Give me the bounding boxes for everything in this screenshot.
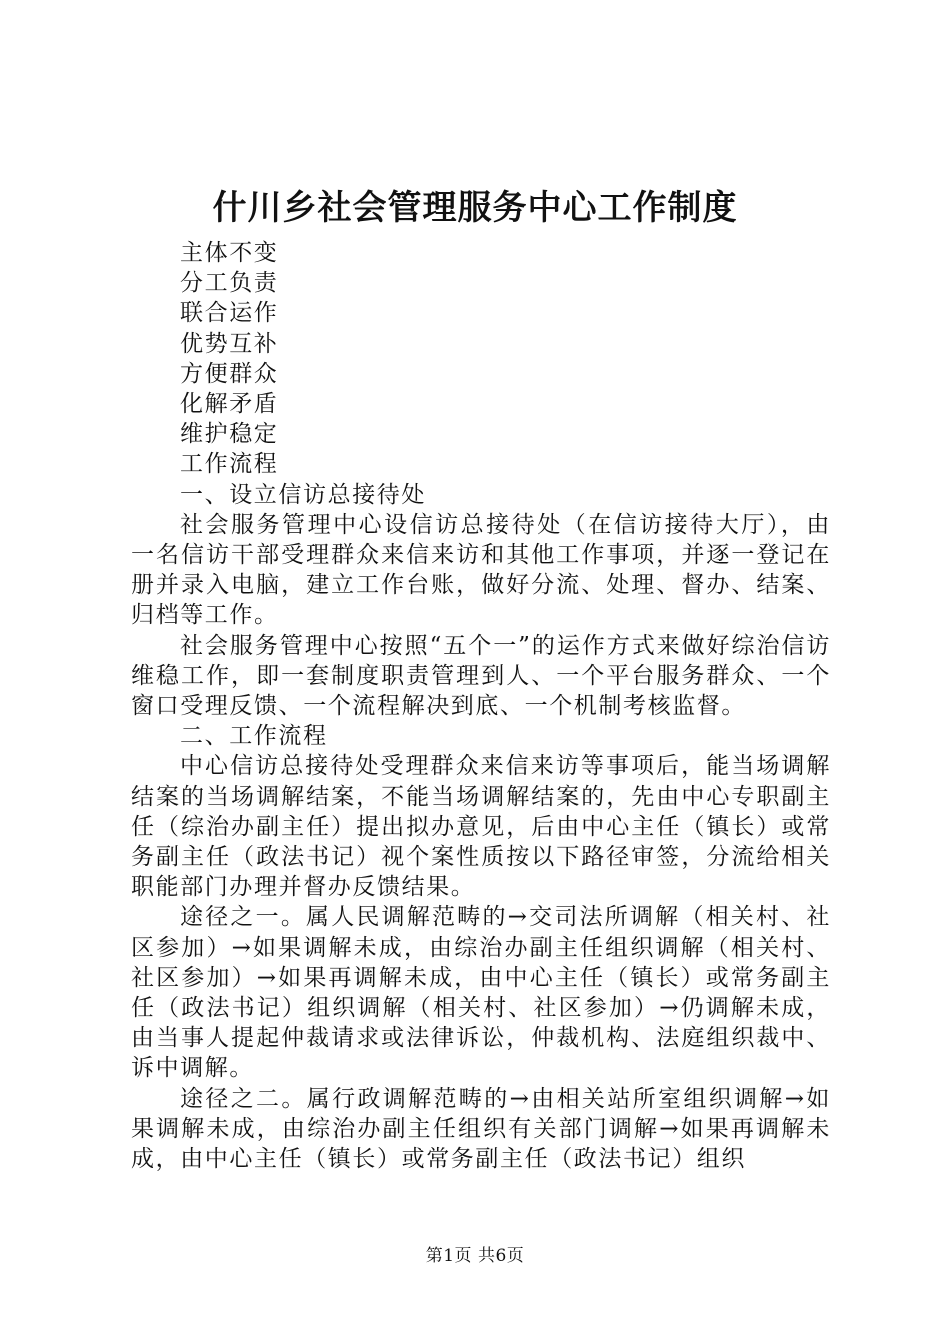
principle-item: 联合运作 — [180, 300, 279, 327]
page-footer: 第1页 共6页 — [425, 1246, 525, 1266]
paragraph: 中心信访总接待处受理群众来信来访等事项后，能当场调解结案的当场调解结案，不能当场调解结案的，先由中心专职副主任（综治办副主任）提出拟办意见，后由中心主任（镇长）或常务副主任（政法书记）视个案性质按以下路径审签，分流给相关职能部门办理并督办反馈结果。 — [131, 753, 831, 901]
principle-item: 工作流程 — [180, 451, 279, 478]
paragraph: 途径之一。属人民调解范畴的→交司法所调解（相关村、社区参加）→如果调解未成，由综治办副主任组织调解（相关村、社区参加）→如果再调解未成，由中心主任（镇长）或常务副主任（政法书记）组织调解（相关村、社区参加）→仍调解未成，由当事人提起仲裁请求或法律诉讼，仲裁机构、法庭组织裁中、诉中调解。 — [131, 904, 831, 1082]
document-body — [131, 238, 831, 1174]
section-heading: 一、设立信访总接待处 — [180, 481, 426, 508]
principle-item: 分工负责 — [180, 270, 279, 297]
paragraph: 途径之二。属行政调解范畴的→由相关站所室组织调解→如果调解未成，由综治办副主任组织有关部门调解→如果再调解未成，由中心主任（镇长）或常务副主任（政法书记）组织 — [131, 1085, 831, 1173]
principle-item: 维护稳定 — [180, 421, 279, 448]
principle-item: 方便群众 — [180, 360, 279, 387]
document-title: 什川乡社会管理服务中心工作制度 — [212, 188, 738, 228]
principle-item: 主体不变 — [180, 240, 279, 266]
principle-item: 优势互补 — [180, 330, 279, 357]
paragraph: 社会服务管理中心按照“五个一”的运作方式来做好综治信访维稳工作，即一套制度职责管理到人、一个平台服务群众、一个窗口受理反馈、一个流程解决到底、一个机制考核监督。 — [131, 632, 831, 720]
paragraph: 社会服务管理中心设信访总接待处（在信访接待大厅），由一名信访干部受理群众来信来访和其他工作事项，并逐一登记在册并录入电脑，建立工作台账，做好分流、处理、督办、结案、归档等工作。 — [131, 511, 831, 629]
principle-item: 化解矛盾 — [180, 391, 279, 418]
section-heading: 二、工作流程 — [180, 723, 328, 750]
